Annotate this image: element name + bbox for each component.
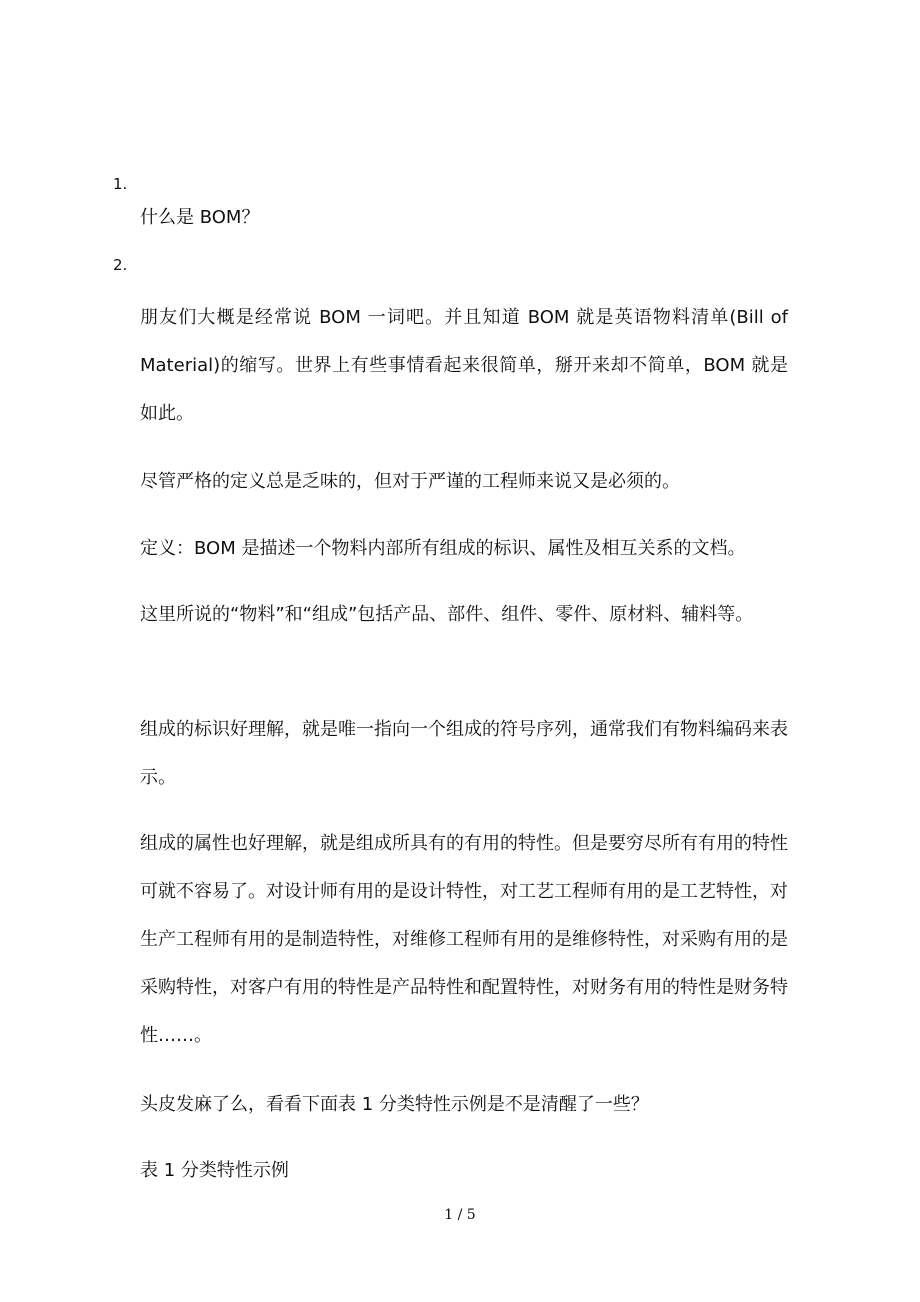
paragraph-definition: 定义：BOM 是描述一个物料内部所有组成的标识、属性及相互关系的文档。	[140, 538, 746, 559]
paragraph-table-intro: 头皮发麻了么，看看下面表 1 分类特性示例是不是清醒了一些？	[140, 1094, 649, 1115]
paragraph-identifier: 组成的标识好理解，就是唯一指向一个组成的符号序列，通常我们有物料编码来表示。	[140, 719, 788, 788]
list-number-1: 1.	[113, 175, 128, 193]
table-caption: 表 1 分类特性示例	[140, 1160, 289, 1181]
list-number-2: 2.	[113, 256, 128, 274]
page-number: 1 / 5	[444, 1207, 476, 1223]
paragraph-materials: 这里所说的“物料”和“组成”包括产品、部件、组件、零件、原材料、辅料等。	[140, 604, 754, 625]
paragraph-bom-intro: 朋友们大概是经常说 BOM 一词吧。并且知道 BOM 就是英语物料清单(Bill of Material)的缩写。世界上有些事情看起来很简单，掰开来却不简单，BOM 就是如此。	[140, 307, 788, 424]
section-heading: 什么是 BOM？	[140, 207, 260, 228]
paragraph-attributes: 组成的属性也好理解，就是组成所具有的有用的特性。但是要穷尽所有有用的特性可就不容易了。对设计师有用的是设计特性，对工艺工程师有用的是工艺特性，对生产工程师有用的是制造特性，对维修工程师有用的是维修特性，对采购有用的是采购特性，对客户有用的特性是产品特性和配置特性，对财务有用的特性是财务特性……。	[140, 833, 788, 1046]
paragraph-definition-note: 尽管严格的定义总是乏味的，但对于严谨的工程师来说又是必须的。	[140, 471, 680, 492]
